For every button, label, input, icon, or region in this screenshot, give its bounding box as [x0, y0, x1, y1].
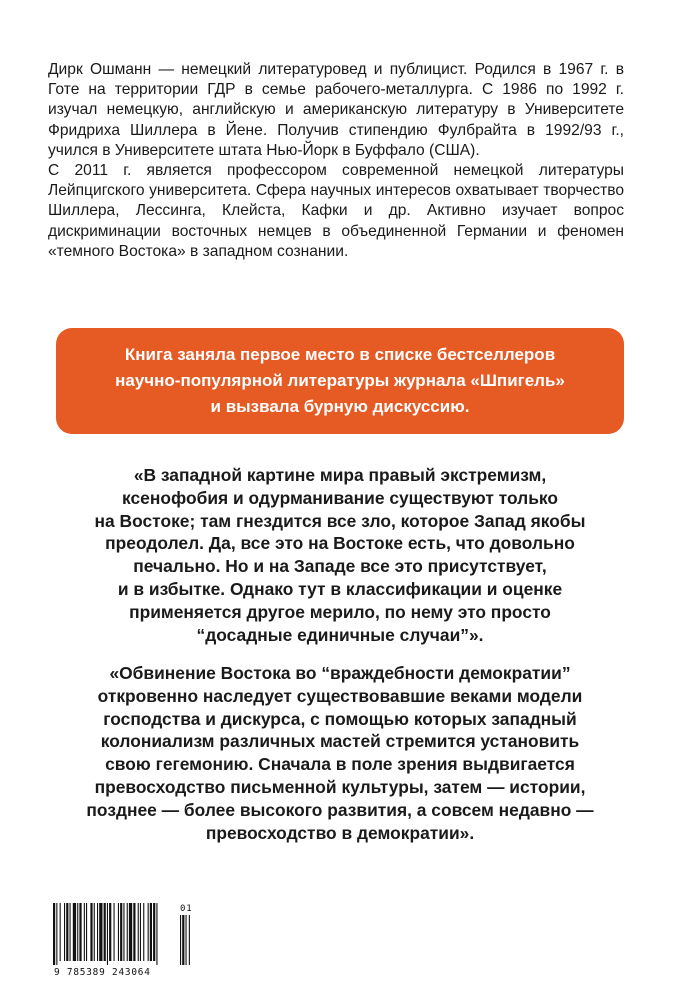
banner-line: Книга заняла первое место в списке бестселлеров [124, 345, 556, 364]
barcode-bar [109, 903, 111, 961]
barcode-bar [129, 903, 132, 961]
quote-line: свою гегемонию. Сначала в поле зрения выдвигается [105, 754, 575, 775]
author-bio [48, 60, 624, 262]
barcode-bar [53, 903, 55, 965]
barcode-bar [148, 903, 149, 961]
barcode-bar [70, 903, 71, 961]
barcode-addon-bar [180, 915, 181, 965]
barcode-bar [94, 903, 95, 961]
quote-line: превосходство в демократии». [205, 822, 475, 843]
barcode-bar [150, 903, 152, 961]
barcode-bar [123, 903, 124, 961]
barcode-bars [52, 903, 197, 967]
barcode-bar [60, 903, 61, 961]
quote-line: печально. Но и на Западе все это присутствует, [133, 556, 547, 577]
barcode-bar [86, 903, 87, 961]
banner-line: и вызвала бурную дискуссию. [210, 397, 470, 416]
barcode-bar [133, 903, 135, 961]
barcode-bar [79, 903, 81, 961]
barcode-bar [56, 903, 57, 965]
barcode-bar [107, 903, 108, 965]
barcode-bar [99, 903, 102, 961]
barcode-bar [120, 903, 122, 961]
barcode-addon-number: 01 [180, 904, 193, 914]
quote-line: «В западной картине мира правый экстремизм, [133, 465, 547, 485]
banner-line: научно-популярной литературы журнала «Шпигель» [115, 371, 565, 390]
quote-block [40, 662, 640, 844]
barcode-bar [64, 903, 65, 961]
barcode-bar [104, 903, 106, 961]
isbn-number: 9 785389 243064 [54, 967, 151, 978]
barcode-bar [153, 903, 155, 961]
bestseller-banner [56, 328, 624, 434]
barcode-bar [118, 903, 119, 961]
barcode-bar [156, 903, 157, 965]
quote-line: «Обвинение Востока во “враждебности демократии” [109, 663, 571, 683]
barcode-bar [138, 903, 139, 961]
barcode-bar [143, 903, 144, 961]
barcode-bar [77, 903, 78, 961]
quote-line: колониализм различных мастей стремится установить [100, 731, 580, 752]
barcode-bar [90, 903, 92, 961]
quote-line: “досадные единичные случаи”». [196, 624, 484, 645]
barcode-bar [84, 903, 85, 961]
barcode-bar [140, 903, 141, 961]
quote-line: и в избытке. Однако тут в классификации и оценке [117, 578, 563, 599]
quote-line: господства и дискурса, с помощью которых западный [103, 708, 577, 729]
barcode-bar [66, 903, 68, 961]
quote-line: применяется другое мерило, по нему это просто [129, 601, 551, 622]
barcode-addon-bar [186, 915, 187, 965]
barcode-addon-bar [182, 915, 184, 965]
barcode-bar [114, 903, 115, 961]
quote-block [40, 464, 640, 646]
quote-line: превосходство письменной культуры, затем — истории, [94, 776, 586, 797]
bio-paragraph: С 2011 г. является профессором современной немецкой литературы Лейпцигского университета. Сфера научных интересов охватывает творчество Шиллера, Лессинга, Клейста, Кафки и др. Активно изучает вопрос дискриминации восточных немцев в объединенной Германии и феномен «темного Востока» в западном сознании. [48, 162, 624, 260]
barcode-bar [73, 903, 76, 961]
quote-line: на Востоке; там гнездится все зло, которое Запад якобы [94, 510, 586, 531]
barcode-bar [127, 903, 128, 961]
barcode-bar [97, 903, 98, 961]
quote-line: откровенно наследует существовавшие веками модели [97, 685, 583, 706]
quote-line: позднее — более высокого развития, а совсем недавно — [86, 799, 594, 820]
quote-line: ксенофобия и одурманивание существуют только [122, 487, 558, 508]
barcode-addon-bar [189, 915, 190, 965]
quote-line: преодолел. Да, все это на Востоке есть, что довольно [105, 533, 575, 554]
bio-paragraph: Дирк Ошманн — немецкий литературовед и публицист. Родился в 1967 г. в Готе на территории ГДР в семье рабочего-металлурга. С 1986 по 1992 г. изучал немецкую, английскую и американскую литературу в Университете Фридриха Шиллера в Йене. Получив стипендию Фулбрайта в 1992/93 г., учился в Университете штата Нью-Йорк в Буффало (США). [48, 61, 624, 159]
